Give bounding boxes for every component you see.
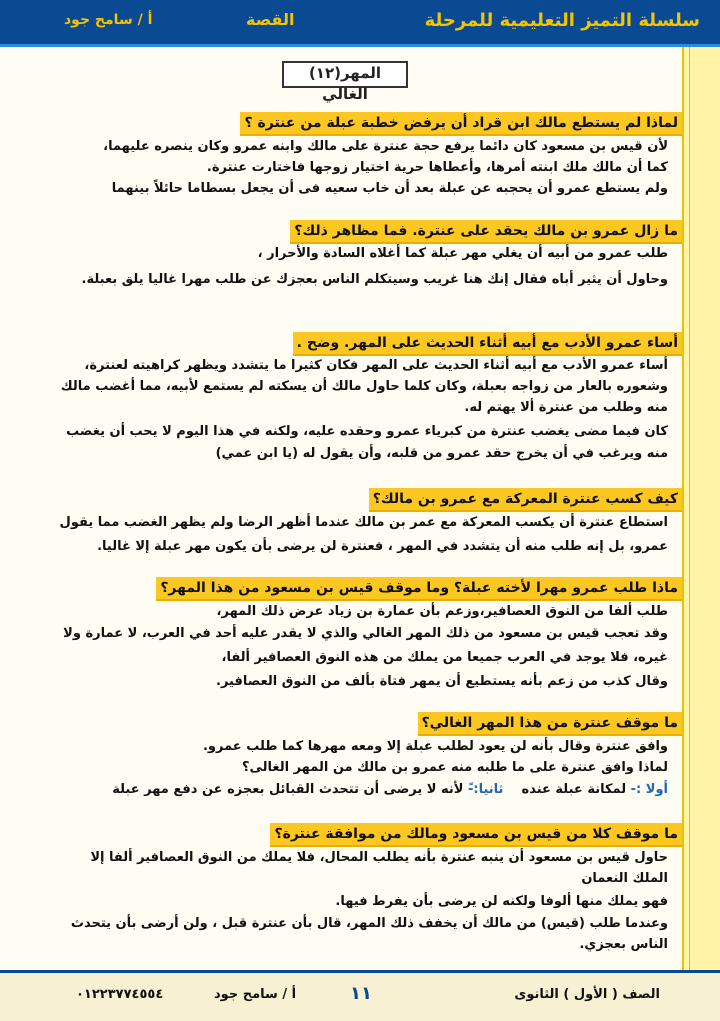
question-5: ماذا طلب عمرو مهرا لأخته عبلة؟ وما موقف قيس بن مسعود من هذا المهر؟: [156, 577, 682, 601]
answer-1-line-3: ولم يستطع عمرو أن يحجبه عن عبلة بعد أن خاب سعيه فى أن يجعل بسطاما حائلاً بينهما: [111, 181, 668, 196]
answer-7-line-3: وعندما طلب (قيس) من مالك أن يخفف ذلك المهر، قال بأن عنترة قبل ، ولن أرضى بأن يتحدث الناس بعجزي.: [70, 916, 668, 952]
answer-4-line-2: عمرو، بل إنه طلب منه أن يتشدد في المهر ، فعنترة لن يرضى بأن يكون مهر عبلة إلا غاليا.: [97, 539, 668, 554]
answer-4-line-1: استطاع عنترة أن يكسب المعركة مع عمر بن مالك عندما أظهر الرضا ولم يظهر الغضب مما يقول: [59, 515, 668, 530]
answer-3-line-4: كان فيما مضى يغضب عنترة من كبرياء عمرو وحقده عليه، ولكنه في هذا اليوم لا يحب أن يغضب: [66, 424, 668, 439]
question-6: ما موقف عنترة من هذا المهر الغالي؟: [418, 712, 682, 736]
footer-phone: ٠١٢٢٣٧٧٤٥٥٤: [76, 987, 164, 1002]
page-body: [0, 47, 682, 970]
footer-bar: [0, 970, 720, 1021]
answer-1-line-1: لأن قيس بن مسعود كان دائما يرفع حجة عنترة على مالك وابنه عمرو وكان ينصره عليهما،: [103, 139, 668, 154]
answer-5-line-2: وقد تعجب قيس بن مسعود من ذلك المهر الغالي والذي لا يقدر عليه أحد في العرب، لا عمارة ولا: [63, 626, 668, 641]
chapter-title-box: [282, 61, 408, 103]
question-7: ما موقف كلا من قيس بن مسعود ومالك من موافقة عنترة؟: [270, 823, 682, 847]
page-number: ١١: [350, 983, 372, 1004]
answer-2-line-2: وحاول أن يثير أباه فقال إنك هنا غريب وسيتكلم الناس بعجزك عن طلب مهرا غاليا يلق بعبلة.: [81, 272, 668, 287]
answer-3-line-5: منه ويرغب في أن يخرج حقد عمرو من قلبه، وأن يقول له (يا ابن عمي): [215, 446, 668, 461]
answer-3-line-1: أساء عمرو الأدب مع أبيه أثناء الحديث على المهر فكان كثيرا ما يتشدد ويظهر كراهيته لعنترة،: [84, 358, 668, 373]
answer-7-line-1: حاول قيس بن مسعود أن ينبه عنترة بأنه يطلب المحال، فلا يملك من النوق العصافير ألفا إلا الملك النعمان: [90, 850, 668, 886]
reason-2-label: ثانيا:-ً: [467, 782, 504, 797]
answer-2-line-1: طلب عمرو من أبيه أن يغلي مهر عبلة كما أغلاه السادة والأحرار ،: [257, 246, 668, 261]
question-4: كيف كسب عنترة المعركة مع عمرو بن مالك؟: [369, 488, 682, 512]
answer-5-line-1: طلب ألفا من النوق العصافير،وزعم بأن عمارة بن زياد عرض ذلك المهر،: [216, 604, 668, 619]
reason-1-label: أولا :-: [630, 782, 668, 797]
answer-1-line-2: كما أن مالك ملك ابنته أمرها، وأعطاها حرية اختيار زوجها فاختارت عنترة.: [206, 160, 668, 175]
reason-1-text: لمكانة عبلة عنده: [521, 782, 627, 797]
chapter-title: (١٢)المهر الغالي: [308, 64, 382, 103]
question-3: أساء عمرو الأدب مع أبيه أثناء الحديث على المهر. وضح .: [293, 332, 682, 356]
reason-2-text: لأنه لا يرضى أن تتحدث القبائل بعجزه عن دفع مهر عبلة: [112, 782, 464, 797]
header-author: أ / سامح جود: [64, 12, 153, 28]
footer-grade: الصف ( الأول ) الثانوى: [514, 987, 660, 1002]
footer-author: أ / سامح جود: [214, 987, 297, 1002]
answer-3-line-3: منه وطلب من عنترة ألا يهتم له.: [464, 400, 668, 415]
answer-5-line-4: وقال كذب من زعم بأنه يستطيع أن يمهر فتاة بألف من النوق العصافير.: [216, 674, 668, 689]
answer-5-line-3: غيره، فلا يوجد في العرب جميعا من يملك من هذه النوق العصافير ألفا،: [221, 650, 668, 665]
answer-6-line-1: وافق عنترة وقال بأنه لن يعود لطلب عبلة إلا ومعه مهرها كما طلب عمرو.: [202, 739, 668, 754]
answer-6-reasons: [112, 780, 668, 801]
answer-3-line-2: وشعوره بالعار من زواجه بعبلة، وكان كلما حاول مالك أن يسكته لم يستمع لأبيه، مما أغضب مالك: [60, 379, 668, 394]
side-decoration: [682, 47, 720, 970]
header-bar: [0, 0, 720, 47]
question-1: لماذا لم يستطع مالك ابن قراد أن يرفض خطبة عبلة من عنترة ؟: [240, 112, 682, 136]
answer-6-line-2: لماذا وافق عنترة على ما طلبه منه عمرو بن مالك من المهر الغالى؟: [241, 760, 668, 775]
subject-label: القصة: [246, 10, 295, 29]
series-title: سلسلة التميز التعليمية للمرحلة: [424, 10, 700, 31]
answer-7-line-2: فهو يملك منها ألوفا ولكنه لن يرضى بأن يفرط فيها.: [335, 894, 668, 909]
question-2: ما زال عمرو بن مالك يحقد على عنترة. فما مظاهر ذلك؟: [290, 220, 682, 244]
